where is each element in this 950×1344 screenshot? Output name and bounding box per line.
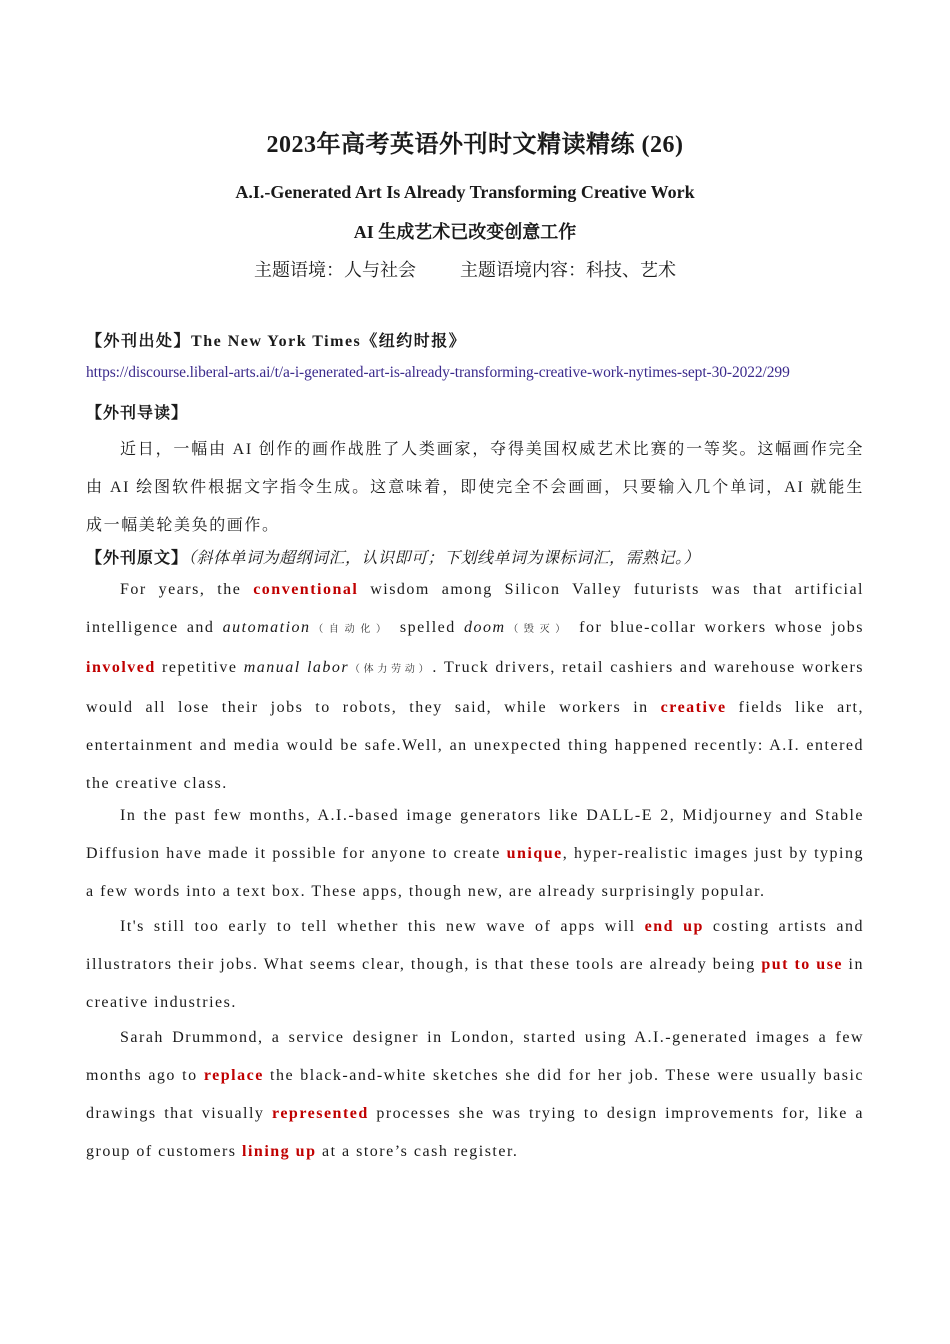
- paragraph-2: In the past few months, A.I.-based image generators like DALL-E 2, Midjourney and Stable Diffusion have made it possible for anyone to create unique, hyper-realistic images just by typing a few words into a text box. These apps, though new, are already surprisingly popular.: [86, 807, 865, 900]
- term-manual-labor: manual labor: [243, 659, 350, 676]
- gloss-manual-labor: （体力劳动）: [349, 664, 433, 675]
- keyword-involved: involved: [86, 659, 156, 676]
- guide-label: 【外刊导读】: [86, 405, 189, 422]
- term-automation: automation: [222, 619, 311, 636]
- paragraph-4: Sarah Drummond, a service designer in London, started using A.I.-generated images a few months ago to replace the black-and-white sketches she did for her job. These were usually basic drawings that visually represented processes she was trying to design improvements for, like a group of customers lining up at a store’s cash register.: [86, 1029, 865, 1160]
- keyword-replace: replace: [203, 1067, 264, 1084]
- source-line: [86, 328, 864, 351]
- keyword-end-up: end up: [644, 918, 704, 935]
- page-title: 2023年高考英语外刊时文精读精练 (26): [266, 132, 684, 158]
- gloss-automation: （自动化）: [310, 624, 392, 635]
- keyword-lining-up: lining up: [242, 1143, 317, 1160]
- source-name: The New York Times《纽约时报》: [191, 333, 467, 350]
- original-note: （斜体单词为超纲词汇，认识即可；下划线单词为课标词汇，需熟记。）: [188, 550, 701, 567]
- subtitle-chinese: AI 生成艺术已改变创意工作: [353, 222, 577, 242]
- gloss-doom: （毁灭）: [505, 624, 571, 635]
- keyword-put-to-use: put to use: [761, 956, 844, 973]
- paragraph-1: For years, the conventional wisdom among Silicon Valley futurists was that artificial intelligence and automation（自动化） spelled doom（毁灭） for blue-collar workers whose jobs involved repetitive manual labor（体力劳动）. Truck drivers, retail cashiers and warehouse workers would all lose their jobs to robots, they said, while workers in creative fields like art, entertainment and media would be safe.Well, an unexpected thing happened recently: A.I. entered the creative class.: [86, 581, 865, 792]
- original-label-line: [86, 545, 864, 568]
- paragraph-3: It's still too early to tell whether this new wave of apps will end up costing artists and illustrators their jobs. What seems clear, though, is that these tools are already being put to use in creative industries.: [86, 918, 864, 1011]
- keyword-represented: represented: [272, 1105, 369, 1122]
- theme-context: 主题语境：人与社会: [254, 260, 416, 280]
- term-doom: doom: [463, 619, 506, 636]
- guide-text: 近日，一幅由 AI 创作的画作战胜了人类画家，夺得美国权威艺术比赛的一等奖。这幅画作完全由 AI 绘图软件根据文字指令生成。这意味着，即使完全不会画画，只要输入几个单词，AI 就能生成一幅美轮美奂的画作。: [86, 441, 864, 534]
- keyword-conventional: conventional: [253, 581, 359, 598]
- theme-content: 主题语境内容：科技、艺术: [460, 260, 676, 280]
- keyword-creative: creative: [660, 699, 727, 716]
- source-url-link[interactable]: https://discourse.liberal-arts.ai/t/a-i-generated-art-is-already-transforming-creative-work-nytimes-sept-30-2022/299: [86, 364, 790, 381]
- theme-line: [0, 256, 930, 282]
- original-label: 【外刊原文】: [86, 550, 189, 567]
- subtitle-english: A.I.-Generated Art Is Already Transforming Creative Work: [235, 182, 695, 202]
- keyword-unique: unique: [506, 845, 563, 862]
- source-label: 【外刊出处】: [86, 333, 192, 350]
